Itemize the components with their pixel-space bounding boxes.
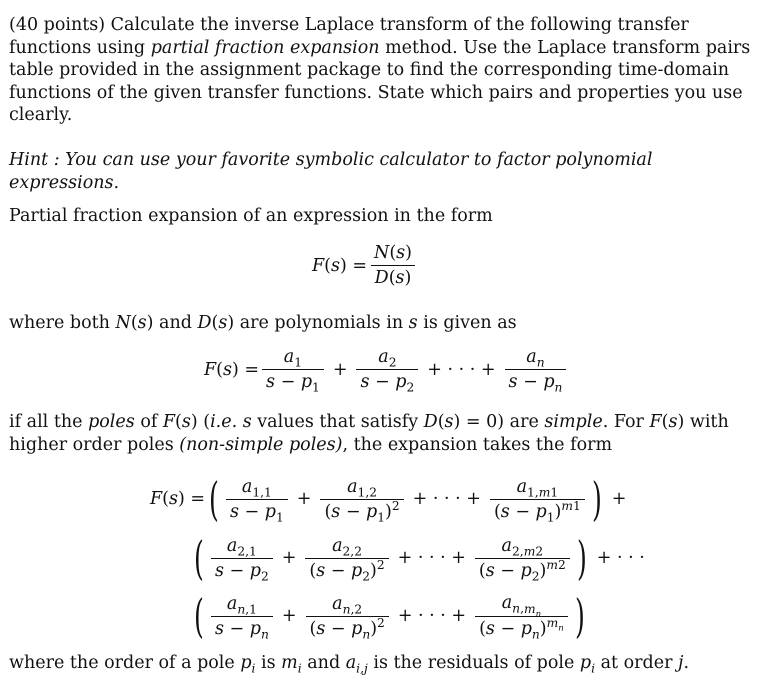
- eq2-lhs: F(s) =: [204, 359, 260, 380]
- eq2-term-1: $\frac{a_1}{s - p_1}$: [262, 347, 324, 392]
- equation-row-2: ( $\frac{a_{2,1}}{s - p_2}$ + $\frac{a_{2,2}}{(s - p_2)^2}$ + · · · + $\frac{a_{2,m2}}{(s - p_2)^{m2}}$ ) + · · ·: [194, 531, 645, 585]
- eq2-ellipsis: + · · · +: [427, 359, 496, 380]
- eq2-term-2: $\frac{a_2}{s - p_2}$: [356, 347, 418, 392]
- where-text: where both N(s) and D(s) are polynomials in s is given as: [9, 313, 517, 333]
- eq1-fraction: [370, 243, 416, 288]
- eq1-lhs: F(s) =: [312, 255, 368, 276]
- eq1-numerator: N(s): [374, 243, 412, 263]
- eq2-term-n: $\frac{a_n}{s - p_n}$: [505, 347, 567, 392]
- problem-intro: (40 points) Calculate the inverse Laplace transform of the following transfer functions using partial fraction expansion method. Use the Laplace transform pairs table provided in the assignment package to find the corresponding time-domain functions of the given transfer functions. State which pairs and properties you use clearly.: [9, 15, 751, 125]
- pfe-intro: Partial fraction expansion of an expression in the form: [9, 206, 493, 226]
- equation-f-of-s: [312, 243, 419, 288]
- eq1-denominator: D(s): [371, 265, 416, 288]
- simple-poles-text: if all the poles of F(s) (i.e. s values that satisfy D(s) = 0) are simple. For F(s) with higher order poles (non-simple poles), the expansion takes the form: [9, 412, 729, 455]
- equation-row-n: ( $\frac{a_{n,1}}{s - p_n}$ + $\frac{a_{n,2}}{(s - p_n)^2}$ + · · · + $\frac{a_{n,m_n}}{(s - p_n)^{m_n}}$ ): [194, 589, 585, 643]
- final-text: where the order of a pole $p_i$ is $m_i$ and $a_{i,j}$ is the residuals of pole $p_i$ at order j.: [9, 653, 690, 676]
- eq3-lhs: F(s) =: [150, 489, 206, 509]
- equation-simple-poles: F(s) = $\frac{a_1}{s - p_1}$ + $\frac{a_2}{s - p_2}$ + · · · + $\frac{a_n}{s - p_n}$: [204, 347, 569, 392]
- hint-text: Hint : You can use your favorite symbolic calculator to factor polynomial expressions.: [9, 150, 653, 193]
- equation-row-1: F(s) = ( $\frac{a_{1,1}}{s - p_1}$ + $\frac{a_{1,2}}{(s - p_1)^2}$ + · · · + $\frac{a_{1,m1}}{(s - p_1)^{m1}}$ ) +: [150, 472, 627, 526]
